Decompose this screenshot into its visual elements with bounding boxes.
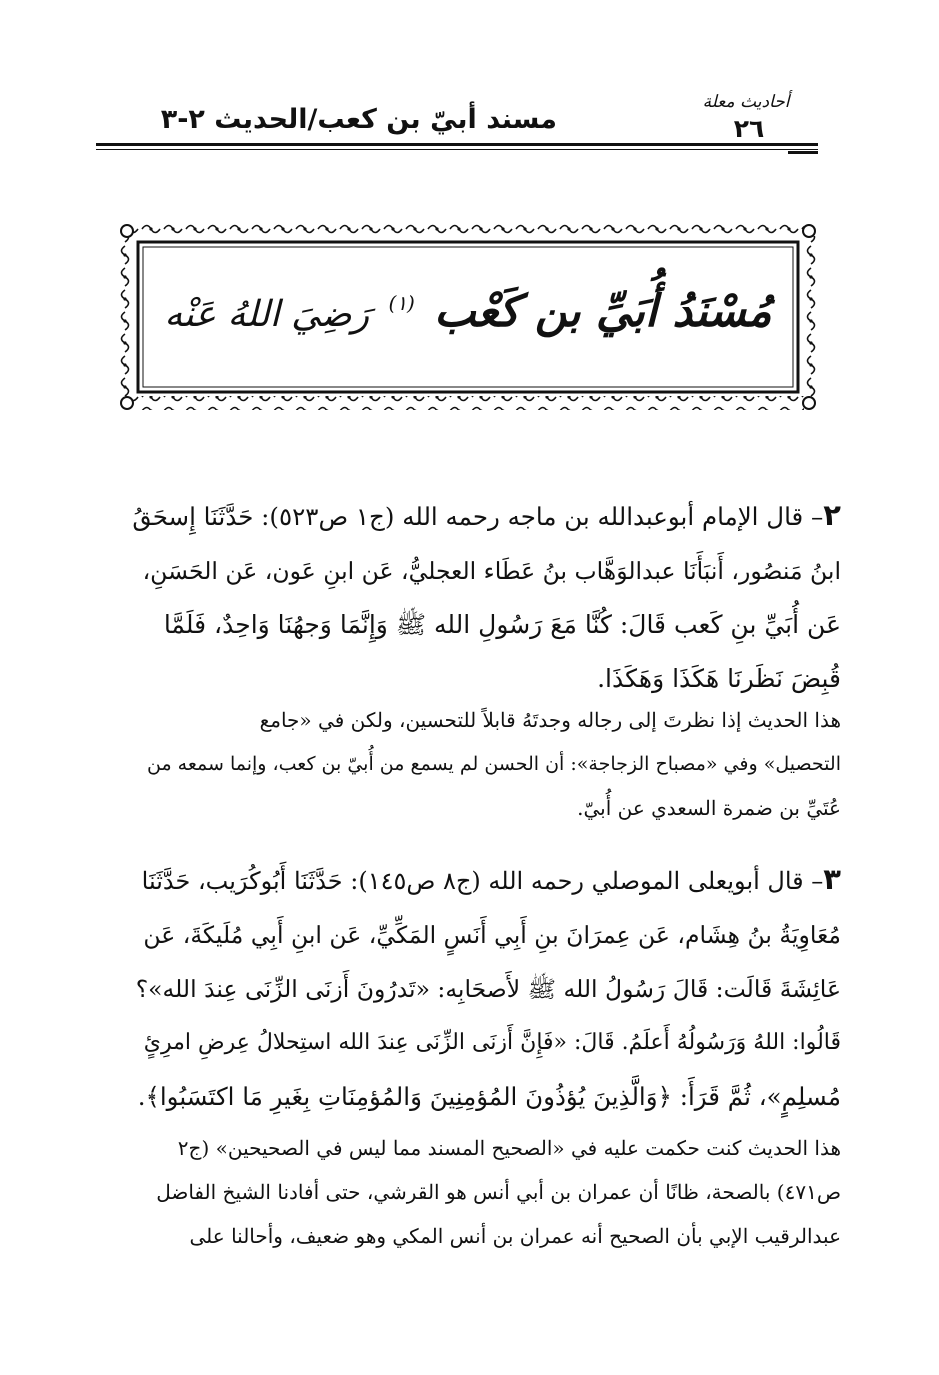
header-rule-thin: [96, 149, 818, 150]
footnote-marker: (١): [388, 291, 415, 316]
section-title: [150, 286, 786, 337]
commentary-2-line-2: التحصيل» وفي «مصباح الزجاجة»: أن الحسن لم يسمع من أُبيّ بن كعب، وإنما سمعه من: [146, 753, 841, 775]
header-rule: [96, 143, 818, 146]
section-title-name: مُسْنَدُ أُبَيِّ بن كَعْب: [434, 286, 772, 337]
hadith-3-line-5: مُسلِمٍ»، ثُمَّ قَرَأَ: ﴿وَالَّذِينَ يُؤذُونَ المُؤمِنِينَ وَالمُؤمِنَاتِ بِغَيرِ مَا اكتَسَبُوا﴾.: [137, 1082, 841, 1111]
commentary-2-line-1: هذا الحديث إذا نظرتَ إلى رجاله وجدتَهُ قابلاً للتحسين، ولكن في «جامع: [259, 708, 841, 732]
hadith-3-line-4: قَالُوا: اللهُ وَرَسُولُهُ أَعلَمُ. قَالَ: «فَإِنَّ أَزنَى الزِّنَى عِندَ الله استِحلالُ عِرضِ امرِئٍ: [143, 1030, 841, 1055]
running-header-title: مسند أبيّ بن كعب/الحديث ٢-٣: [160, 104, 557, 135]
hadith-2-line-4: قُبِضَ نَظَرنَا هَكَذَا وَهَكَذَا.: [597, 664, 841, 693]
hadith-2-line-1-text: – قال الإمام أبوعبدالله بن ماجه رحمه الله (ج١ ص٥٢٣): حَدَّثَنَا إِسحَقُ: [132, 502, 824, 531]
header-rule-dash: [788, 151, 818, 154]
hadith-2-line-1: [131, 488, 841, 544]
hadith-2-line-3: عَن أُبَيِّ بنِ كَعب قَالَ: كُنَّا مَعَ رَسُولِ الله ﷺ وَإِنَّمَا وَجهُنَا وَاحِدٌ، فَلَمَّا: [163, 610, 841, 639]
hadith-3-line-3: عَائِشَةَ قَالَت: قَالَ رَسُولُ الله ﷺ لأَصحَابِه: «تَدرُونَ أَزنَى الزِّنَى عِندَ الله»؟: [135, 975, 841, 1003]
hadith-2-number: ٢: [823, 498, 841, 532]
hadith-2: [131, 488, 841, 706]
commentary-3-line-2: ص٤٧١) بالصحة، ظانًا أن عمران بن أبي أنس هو القرشي، حتى أفادنا الشيخ الفاضل: [156, 1180, 841, 1204]
hadith-3: [131, 852, 841, 1124]
running-header-book-name: أحاديث معلة: [702, 92, 790, 112]
hadith-3-commentary: [131, 1126, 841, 1258]
hadith-3-line-1-text: – قال أبويعلى الموصلي رحمه الله (ج٨ ص١٤٥): حَدَّثَنَا أَبُوكُرَيب، حَدَّثَنَا: [141, 867, 824, 895]
commentary-2-line-3: عُتَيِّ بن ضمرة السعدي عن أُبيّ.: [577, 796, 841, 820]
commentary-3-line-1: هذا الحديث كنت حكمت عليه في «الصحيح المسند مما ليس في الصحيحين» (ج٢: [177, 1136, 841, 1160]
honorific: رَضِيَ اللهُ عَنْه: [164, 294, 370, 335]
hadith-2-commentary: [131, 698, 841, 830]
hadith-3-line-2: مُعَاوِيَةُ بنُ هِشَام، عَن عِمرَانَ بنِ أَبِي أَنَسٍ المَكِّيِّ، عَن ابنِ أَبِي مُلَيكَةَ، عَن: [143, 921, 841, 949]
page-number: ٢٦: [733, 114, 765, 143]
hadith-2-line-2: ابنُ مَنصُور، أَنبَأَنَا عبدالوَهَّاب بنُ عَطَاء العجليُّ، عَن ابنِ عَون، عَن الحَسَنِ،: [142, 557, 841, 585]
hadith-3-number: ٣: [823, 862, 841, 896]
hadith-3-line-1: [131, 852, 841, 908]
commentary-3-line-3: عبدالرقيب الإبي بأن الصحيح أنه عمران بن أنس المكي وهو ضعيف، وأحالنا على: [189, 1224, 841, 1248]
